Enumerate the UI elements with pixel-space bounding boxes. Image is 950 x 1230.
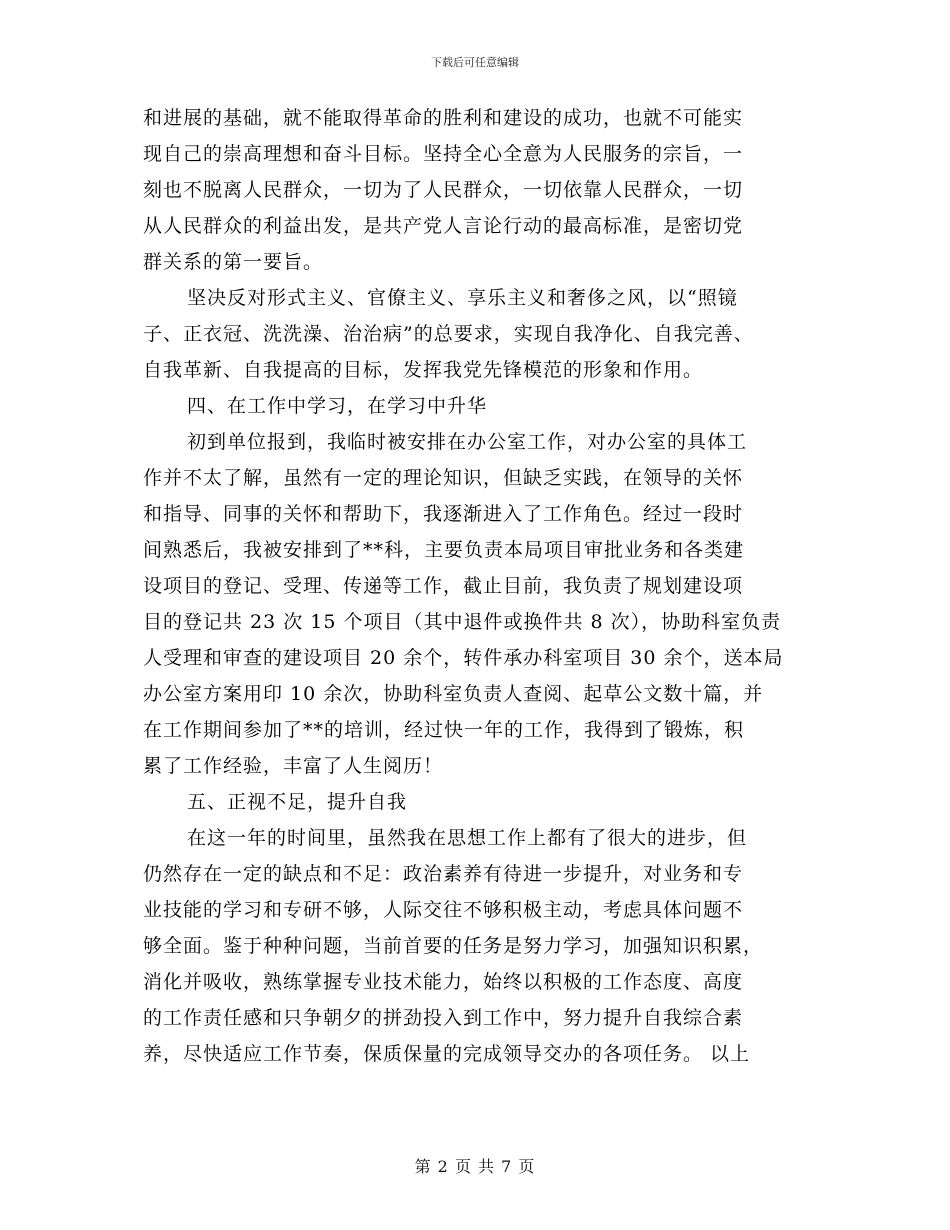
text-line: 人受理和审查的建设项目 20 余个，转件承办科室项目 30 余个，送本局 (143, 647, 784, 669)
text-line: 自我革新、自我提高的目标，发挥我党先锋模范的形象和作用。 (143, 359, 704, 381)
text-line: 办公室方案用印 10 余次，协助科室负责人查阅、起草公文数十篇，并 (143, 683, 764, 705)
text-line: 养，尽快适应工作节奏，保质保量的完成领导交办的各项任务。 以上 (143, 1043, 751, 1065)
paragraph-start-line: 初到单位报到，我临时被安排在办公室工作，对办公室的具体工 (187, 431, 748, 453)
text-line: 目的登记共 23 次 15 个项目（其中退件或换件共 8 次），协助科室负责 (143, 611, 782, 633)
text-line: 消化并吸收，熟练掌握专业技术能力，始终以积极的工作态度、高度 (143, 971, 744, 993)
page-number: 第 2 页 共 7 页 (414, 1157, 536, 1176)
text-line: 子、正衣冠、洗洗澡、治治病”的总要求，实现自我净化、自我完善、 (143, 323, 754, 345)
text-line: 作并不太了解，虽然有一定的理论知识，但缺乏实践，在领导的关怀 (143, 467, 744, 489)
text-line: 现自己的崇高理想和奋斗目标。坚持全心全意为人民服务的宗旨，一 (143, 143, 744, 165)
text-line: 和进展的基础，就不能取得革命的胜利和建设的成功，也就不可能实 (143, 107, 744, 129)
text-line: 和指导、同事的关怀和帮助下，我逐渐进入了工作角色。经过一段时 (143, 503, 744, 525)
text-line: 够全面。鉴于种种问题，当前首要的任务是努力学习，加强知识积累， (143, 935, 764, 957)
paragraph-start-line: 在这一年的时间里，虽然我在思想工作上都有了很大的进步，但 (187, 827, 748, 849)
text-line: 的工作责任感和只争朝夕的拼劲投入到工作中，努力提升自我综合素 (143, 1007, 744, 1029)
section-heading: 四、在工作中学习，在学习中升华 (187, 395, 488, 417)
body-text (143, 100, 807, 1072)
text-line: 群关系的第一要旨。 (143, 251, 324, 273)
text-line: 在工作期间参加了**的培训，经过快一年的工作，我得到了锻炼，积 (143, 719, 745, 741)
text-line: 刻也不脱离人民群众，一切为了人民群众，一切依靠人民群众，一切 (143, 179, 744, 201)
page-header: 下载后可任意编辑 (431, 56, 519, 69)
text-line: 仍然存在一定的缺点和不足：政治素养有待进一步提升，对业务和专 (143, 863, 744, 885)
text-line: 累了工作经验，丰富了人生阅历！ (143, 755, 444, 777)
paragraph-start-line: 坚决反对形式主义、官僚主义、享乐主义和奢侈之风，以“照镜 (187, 287, 738, 309)
text-line: 业技能的学习和专研不够，人际交往不够积极主动，考虑具体问题不 (143, 899, 744, 921)
text-line: 从人民群众的利益出发，是共产党人言论行动的最高标准，是密切党 (143, 215, 744, 237)
text-line: 间熟悉后，我被安排到了**科，主要负责本局项目审批业务和各类建 (143, 539, 745, 561)
text-line: 设项目的登记、受理、传递等工作，截止目前，我负责了规划建设项 (143, 575, 744, 597)
section-heading: 五、正视不足，提升自我 (187, 791, 408, 813)
